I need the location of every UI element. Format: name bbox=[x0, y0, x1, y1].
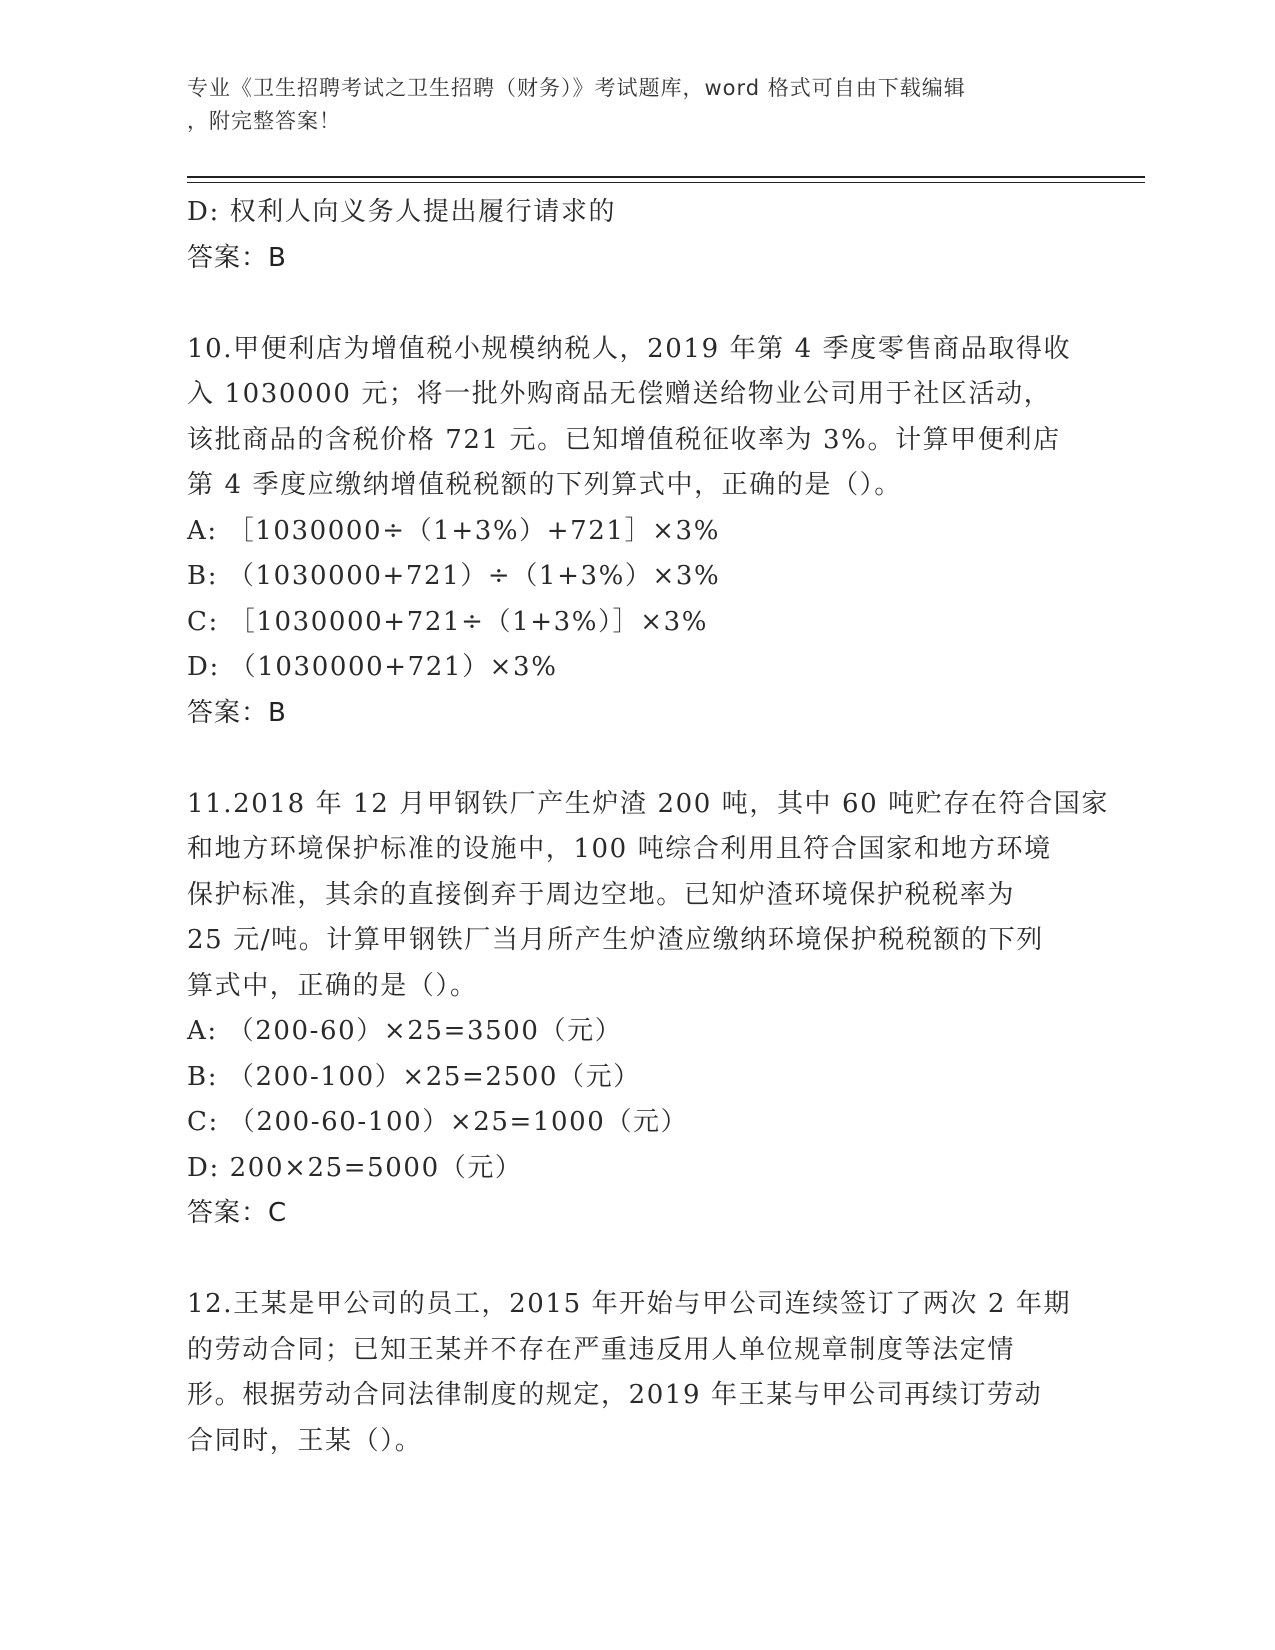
answer: 答案：B bbox=[187, 697, 287, 728]
question-stem-line: 和地方环境保护标准的设施中，100 吨综合利用且符合国家和地方环境 bbox=[187, 834, 1052, 864]
option-c: C: （200-60-100）×25=1000（元） bbox=[187, 1107, 689, 1137]
question-stem-line: 形。根据劳动合同法律制度的规定，2019 年王某与甲公司再续订劳动 bbox=[187, 1380, 1043, 1410]
question-stem-line: 10.甲便利店为增值税小规模纳税人，2019 年第 4 季度零售商品取得收 bbox=[187, 333, 1072, 364]
prev-option-d: D: 权利人向义务人提出履行请求的 bbox=[187, 197, 617, 227]
question-stem-line: 入 1030000 元；将一批外购商品无偿赠送给物业公司用于社区活动， bbox=[187, 379, 1052, 409]
header-rule-thin bbox=[187, 182, 1145, 183]
document-header bbox=[187, 72, 1087, 138]
question-10 bbox=[187, 327, 1087, 737]
option-c: C: ［1030000+721÷（1+3%）］×3% bbox=[187, 606, 709, 637]
option-b: B: （1030000+721）÷（1+3%）×3% bbox=[187, 561, 721, 591]
question-12 bbox=[187, 1282, 1087, 1464]
question-content bbox=[187, 190, 1109, 1464]
header-rule-thick bbox=[187, 176, 1145, 178]
option-a: A: ［1030000÷（1+3%）+721］×3% bbox=[187, 515, 720, 546]
question-stem-line: 合同时，王某（）。 bbox=[187, 1425, 423, 1456]
question-stem-line: 12.王某是甲公司的员工，2015 年开始与甲公司连续签订了两次 2 年期 bbox=[187, 1289, 1072, 1319]
option-d: D: 200×25=5000（元） bbox=[187, 1152, 523, 1183]
header-line-2: ，附完整答案！ bbox=[187, 109, 341, 133]
answer: 答案：C bbox=[187, 1198, 288, 1228]
spacer bbox=[187, 736, 1087, 782]
question-stem-line: 25 元/吨。计算甲钢铁厂当月所产生炉渣应缴纳环境保护税税额的下列 bbox=[187, 925, 1044, 955]
question-stem-line: 第 4 季度应缴纳增值税税额的下列算式中，正确的是（）。 bbox=[187, 470, 902, 500]
question-stem-line: 的劳动合同；已知王某并不存在严重违反用人单位规章制度等法定情 bbox=[187, 1334, 1016, 1365]
option-d: D: （1030000+721）×3% bbox=[187, 652, 558, 682]
header-line-1: 专业《卫生招聘考试之卫生招聘（财务）》考试题库，word 格式可自由下载编辑 bbox=[187, 76, 966, 100]
question-stem-line: 该批商品的含税价格 721 元。已知增值税征收率为 3%。计算甲便利店 bbox=[187, 424, 1061, 455]
spacer bbox=[187, 281, 1087, 327]
spacer bbox=[187, 1237, 1087, 1283]
question-11 bbox=[187, 782, 1109, 1237]
question-stem-line: 11.2018 年 12 月甲钢铁厂产生炉渣 200 吨，其中 60 吨贮存在符合国家 bbox=[187, 788, 1109, 819]
option-b: B: （200-100）×25=2500（元） bbox=[187, 1061, 641, 1092]
option-a: A: （200-60）×25=3500（元） bbox=[187, 1016, 623, 1046]
question-stem-line: 算式中，正确的是（）。 bbox=[187, 970, 478, 1001]
question-stem-line: 保护标准，其余的直接倒弃于周边空地。已知炉渣环境保护税税率为 bbox=[187, 879, 1016, 910]
prev-answer: 答案：B bbox=[187, 242, 287, 273]
